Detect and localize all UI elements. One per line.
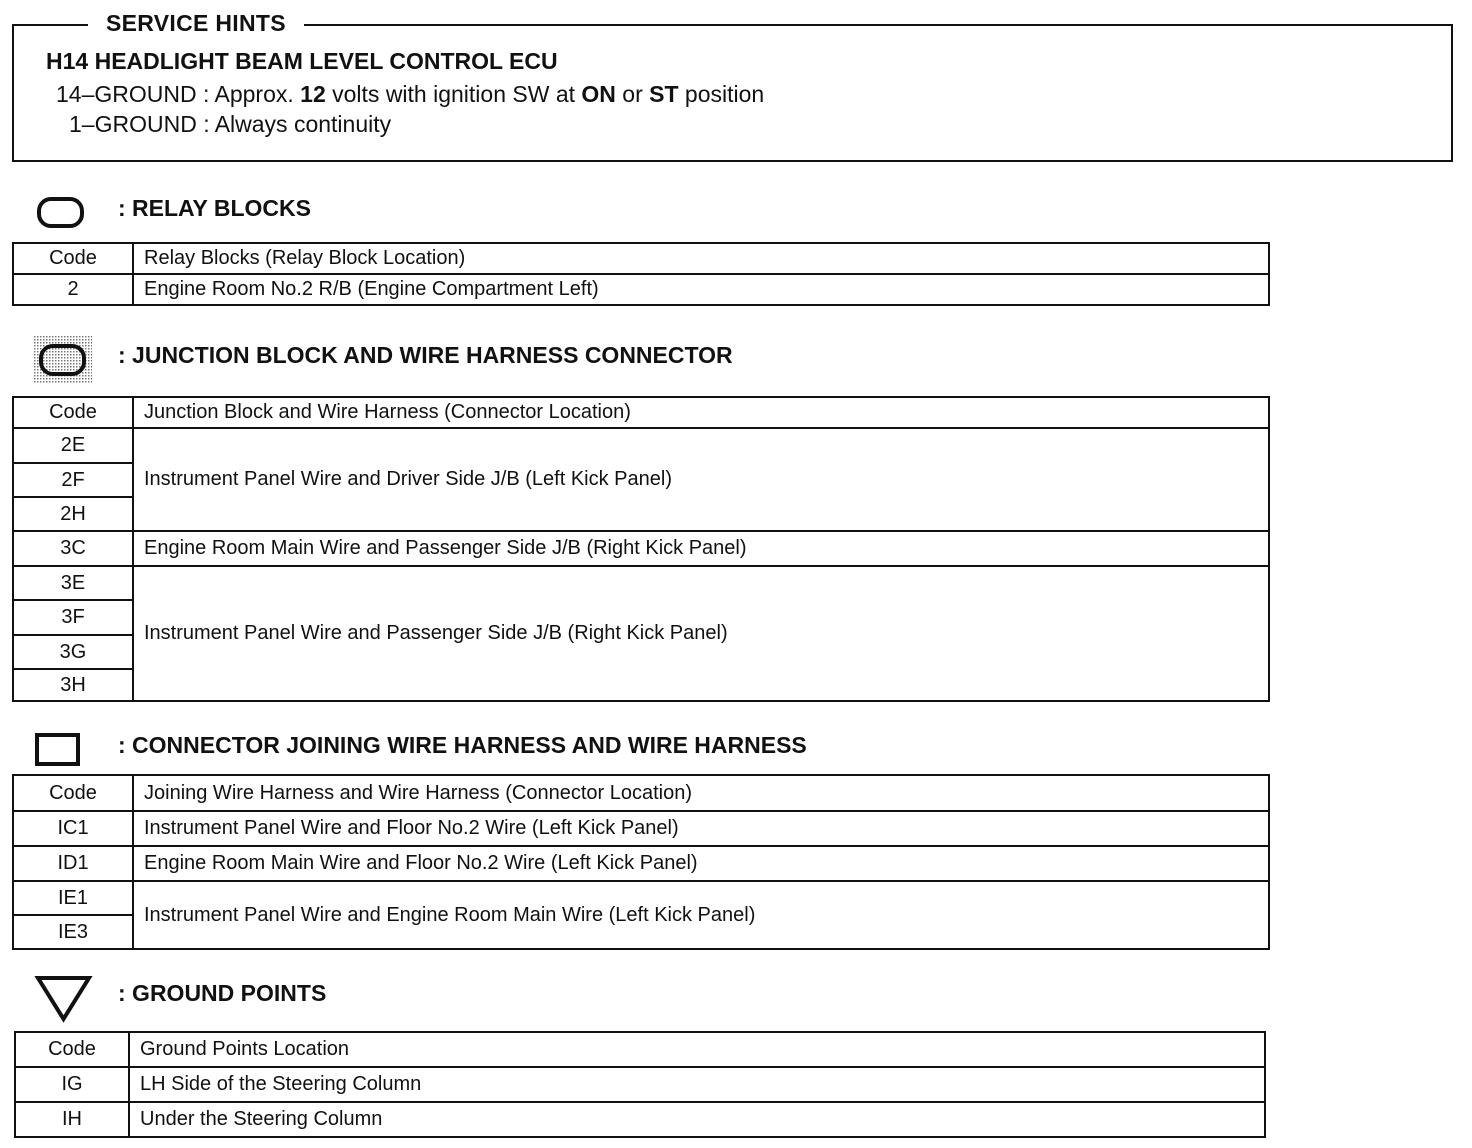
code-header: Code [13,243,133,274]
service-hints-title: SERVICE HINTS [88,10,304,37]
code-cell: ID1 [13,846,133,881]
code-cell: 2 [13,274,133,305]
ground-points-table [14,1031,1266,1138]
code-cell: IE3 [13,915,133,949]
code-header: Code [13,397,133,428]
table-row [13,881,1269,915]
code-cell: 2H [13,497,133,531]
location-header: Junction Block and Wire Harness (Connector Location) [133,397,1269,428]
service-hints-box [12,24,1453,162]
connectors-table [12,774,1270,950]
location-cell: Engine Room No.2 R/B (Engine Compartment Left) [133,274,1269,305]
junction-block-table [12,396,1270,702]
shaded-rounded-rectangle-icon [34,336,92,384]
location-cell: Instrument Panel Wire and Driver Side J/B (Left Kick Panel) [133,428,1269,531]
service-hint-line-1: 1–GROUND : Always continuity [69,111,392,137]
code-cell: 3H [13,669,133,701]
ground-points-title: : GROUND POINTS [118,980,327,1006]
location-header: Joining Wire Harness and Wire Harness (Connector Location) [133,775,1269,811]
location-cell: Engine Room Main Wire and Passenger Side J/B (Right Kick Panel) [133,531,1269,566]
table-row [13,428,1269,463]
table-header-row [13,775,1269,811]
table-row [13,846,1269,881]
code-cell: IH [15,1102,129,1137]
table-header-row [15,1032,1265,1067]
table-row [13,811,1269,846]
service-hints-heading: H14 HEADLIGHT BEAM LEVEL CONTROL ECU [46,48,558,74]
table-header-row [13,243,1269,274]
rectangle-icon [34,732,82,768]
code-header: Code [15,1032,129,1067]
location-cell: Engine Room Main Wire and Floor No.2 Wire (Left Kick Panel) [133,846,1269,881]
table-row [15,1067,1265,1102]
location-cell: Instrument Panel Wire and Floor No.2 Wire (Left Kick Panel) [133,811,1269,846]
rounded-rectangle-icon [36,196,86,230]
location-cell: LH Side of the Steering Column [129,1067,1265,1102]
code-cell: 2E [13,428,133,463]
location-cell: Instrument Panel Wire and Engine Room Main Wire (Left Kick Panel) [133,881,1269,949]
table-row [13,274,1269,305]
code-cell: 3E [13,566,133,600]
triangle-down-icon [34,974,94,1024]
table-row [13,531,1269,566]
location-cell: Under the Steering Column [129,1102,1265,1137]
code-header: Code [13,775,133,811]
code-cell: IG [15,1067,129,1102]
code-cell: 3G [13,635,133,669]
code-cell: 3C [13,531,133,566]
location-cell: Instrument Panel Wire and Passenger Side J/B (Right Kick Panel) [133,566,1269,701]
table-row [13,566,1269,600]
code-cell: 3F [13,600,133,635]
table-row [15,1102,1265,1137]
location-header: Ground Points Location [129,1032,1265,1067]
code-cell: 2F [13,463,133,497]
relay-blocks-title: : RELAY BLOCKS [118,195,311,221]
code-cell: IE1 [13,881,133,915]
service-hint-line-14: 14–GROUND : Approx. 12 volts with ignition SW at ON or ST position [56,81,765,107]
code-cell: IC1 [13,811,133,846]
relay-blocks-table [12,242,1270,306]
table-header-row [13,397,1269,428]
location-header: Relay Blocks (Relay Block Location) [133,243,1269,274]
junction-block-title: : JUNCTION BLOCK AND WIRE HARNESS CONNECTOR [118,342,733,368]
connectors-title: : CONNECTOR JOINING WIRE HARNESS AND WIRE HARNESS [118,732,807,758]
